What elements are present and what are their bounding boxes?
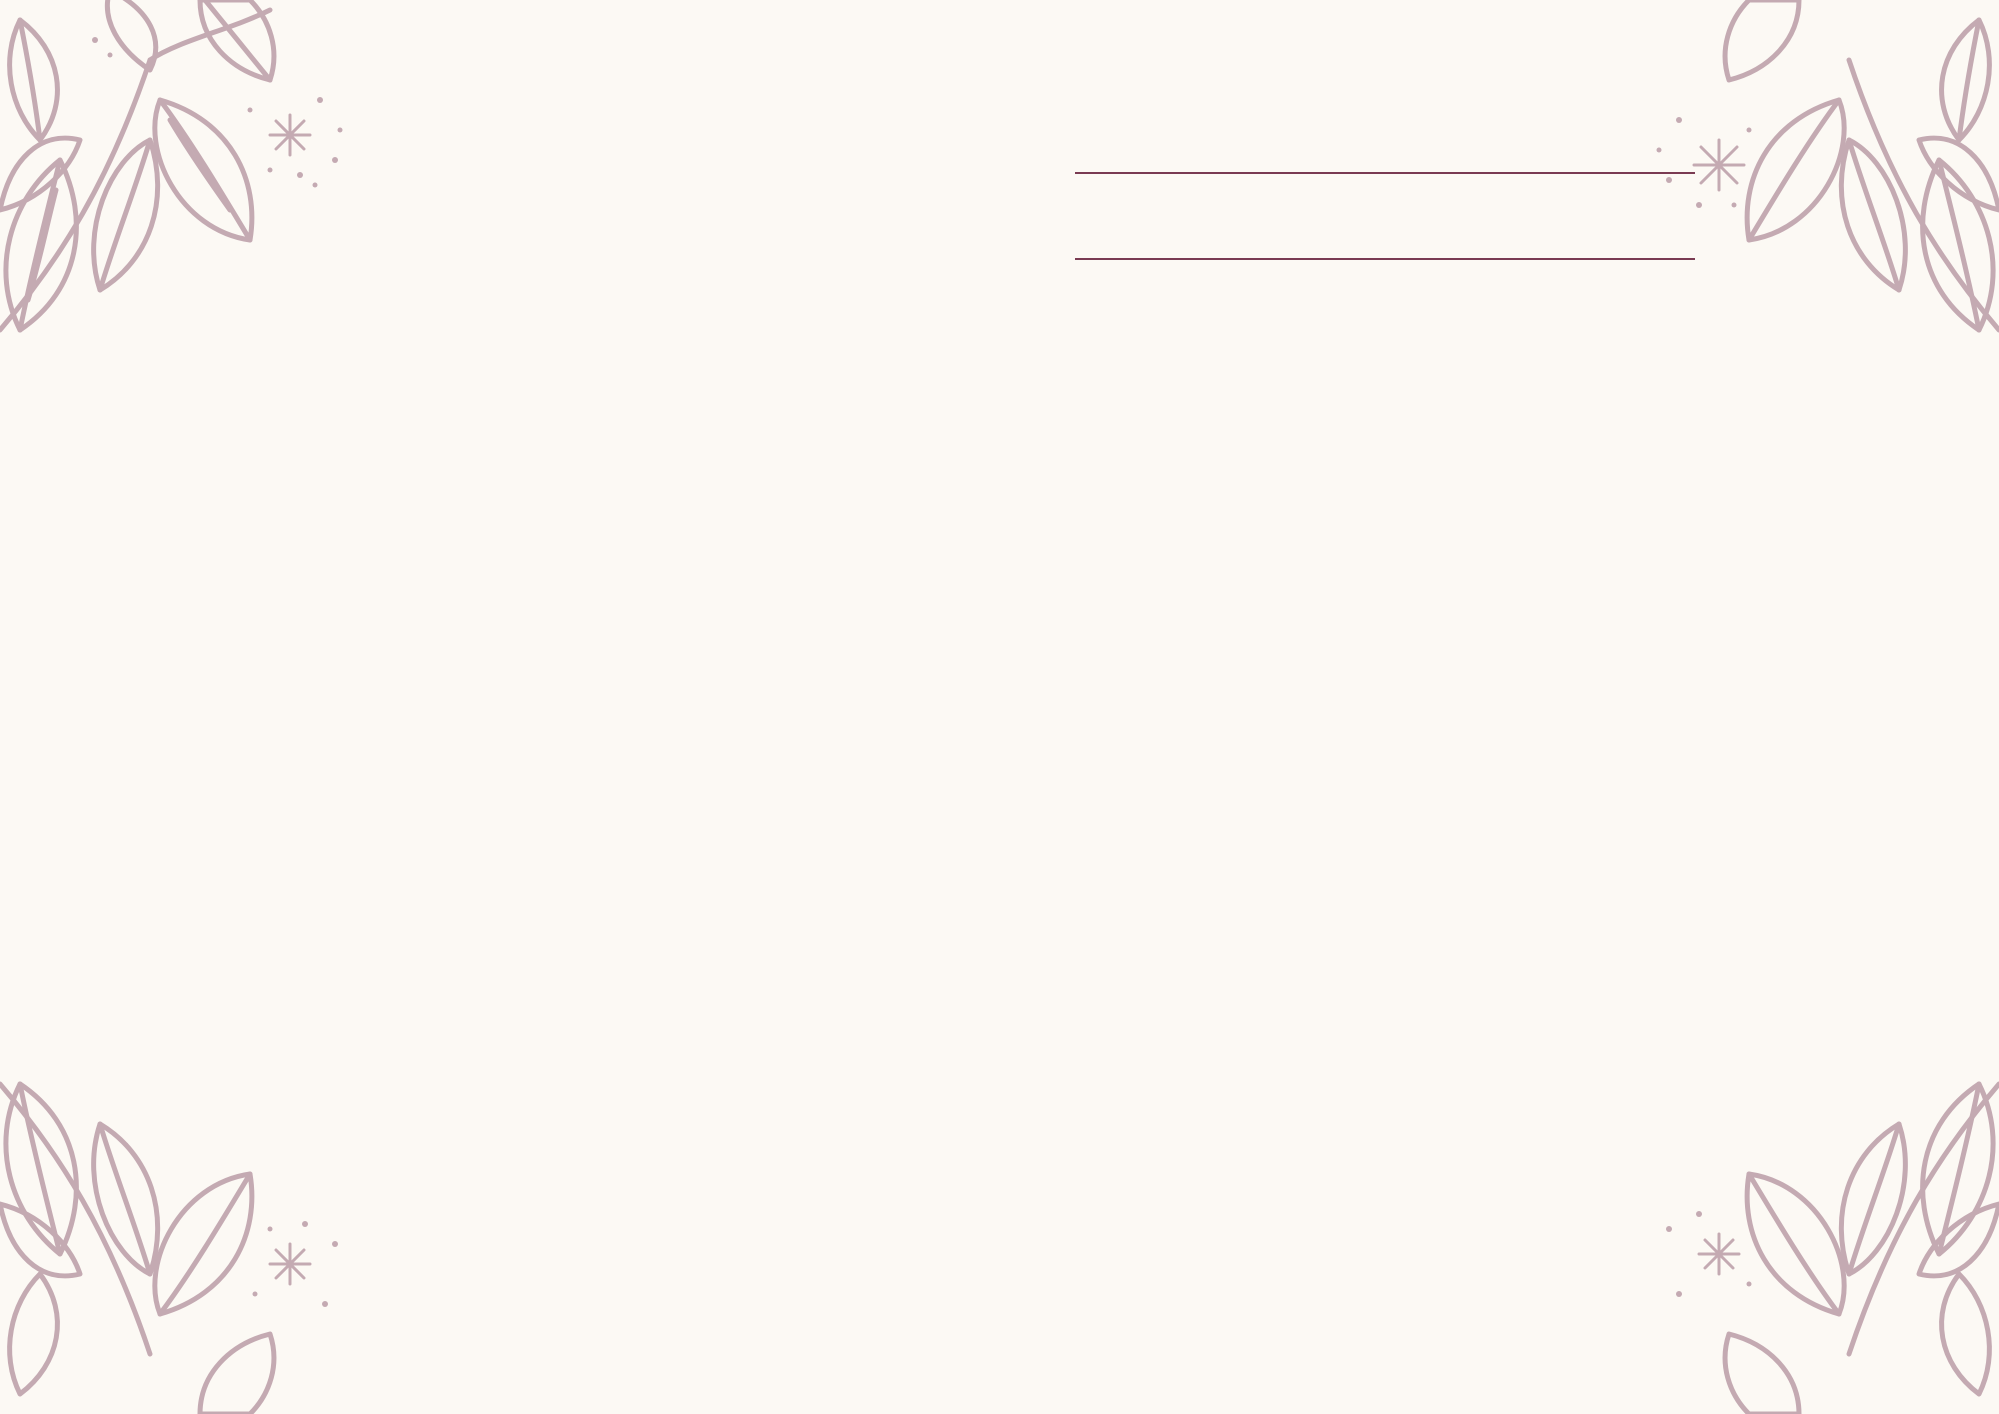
- sparkle-icon: [1694, 140, 1744, 190]
- underline: [1075, 258, 1695, 260]
- sparkle-icon: [270, 1244, 310, 1284]
- sparkle-icon: [270, 115, 310, 155]
- product-name-line-2: [1075, 246, 1695, 260]
- underline: [1075, 172, 1695, 174]
- sparkle-icon: [1699, 1234, 1739, 1274]
- leaf-branch-icon: [1639, 0, 1999, 360]
- leaf-branch-icon: [0, 0, 360, 360]
- leaf-branch-icon: [0, 1054, 360, 1414]
- product-name-line-1: [1075, 160, 1695, 174]
- leaf-branch-icon: [1639, 1054, 1999, 1414]
